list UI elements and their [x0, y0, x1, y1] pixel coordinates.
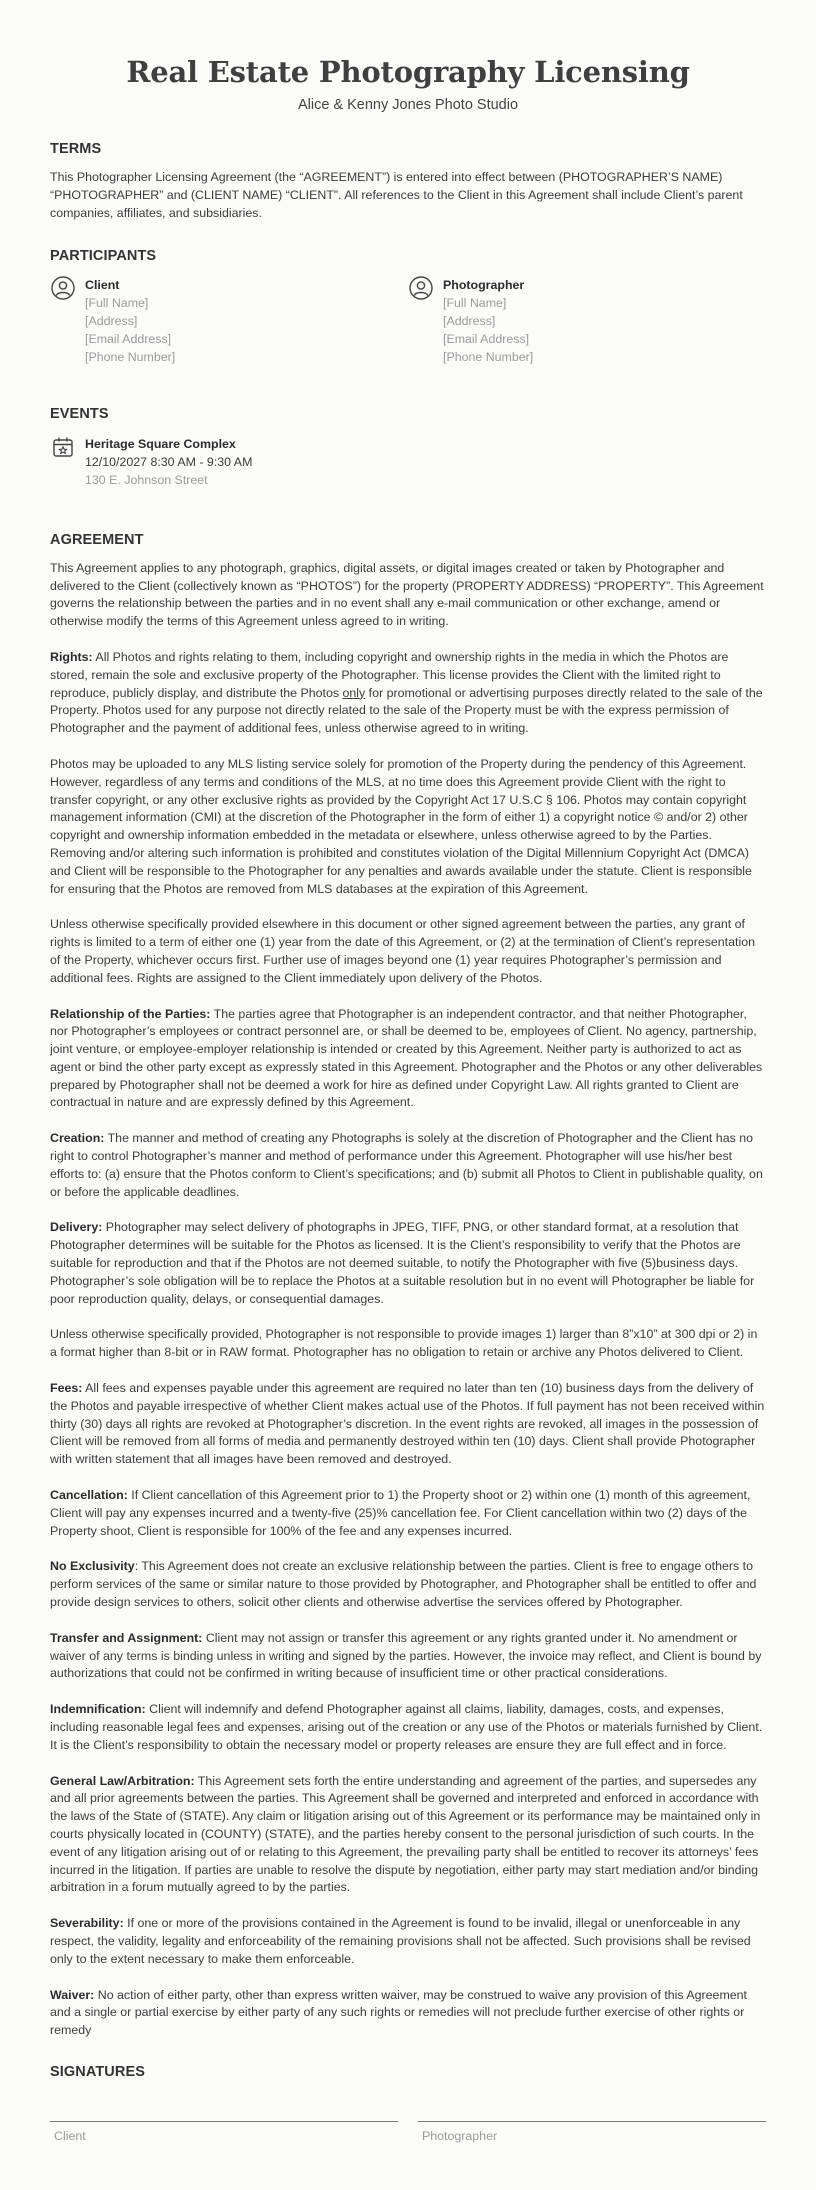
exclusivity-paragraph — [50, 1558, 766, 1611]
client-signature-line[interactable] — [50, 2121, 398, 2146]
photographer-role: Photographer — [443, 278, 525, 293]
creation-label: Creation: — [50, 1131, 105, 1146]
exclusivity-label: No Exclusivity — [50, 1559, 135, 1574]
event-datetime: 12/10/2027 8:30 AM - 9:30 AM — [85, 455, 253, 470]
transfer-paragraph — [50, 1630, 766, 1683]
client-phone: [Phone Number] — [85, 349, 176, 364]
mls-paragraph: Photos may be uploaded to any MLS listing service solely for promotion of the Property during the pendency of this Agreement. However, regardless of any terms and conditions of the MLS, at no time does this Agreement provide Client with the right to transfer copyright, or any other exclusive rights as provided by the Copyright Act 17 U.S.C § 106. Photos may contain copyright management information (CMI) at the discretion of the Photographer in the form of either 1) a copyright notice © and/or 2) other copyright and ownership information embedded in the metadata or elsewhere, unless otherwise agreed to by the Parties. Removing and/or altering such information is prohibited and constitutes violation of the Digital Millennium Copyright Act (DMCA) and Client will be responsible to the Photographer for any penalties and awards available under the statute. Client is responsible for ensuring that the Photos are removed from MLS databases at the expiration of this Agreement. — [50, 756, 752, 896]
fees-label: Fees: — [50, 1381, 83, 1396]
relationship-paragraph — [50, 1006, 766, 1113]
waiver-paragraph — [50, 1987, 766, 2040]
relationship-text: The parties agree that Photographer is an independent contractor, and that neither Photographer, nor Photographer’s employees or contract personnel are, or shall be deemed to be, employees of Client. No agency, partnership, joint venture, or employee-employer relationship is intended or created by this Agreement. Neither party is authorized to act as agent or bind the other party except as expressly stated in this Agreement. Photographer and the Photos or any other deliverables prepared by Photographer shall not be deemed a work for hire as defined under Copyright Law. All rights granted to Client are contractual in nature and are expressly defined by this Agreement. — [50, 1006, 763, 1110]
term-paragraph: Unless otherwise specifically provided elsewhere in this document or other signed agreement between the parties, any grant of rights is limited to a term of either one (1) year from the date of this Agreement, or (2) at the termination of Client’s representation of the Property, whichever occurs first. Further use of images beyond one (1) year requires Photographer’s permission and additional fees. Rights are assigned to the Client immediately upon delivery of the Photos. — [50, 917, 755, 985]
fees-paragraph — [50, 1380, 766, 1469]
signatures-heading: SIGNATURES — [50, 2063, 145, 2080]
terms-text: This Photographer Licensing Agreement (the “AGREEMENT”) is entered into effect between (PHOTOGRAPHER’S NAME) “PHOTOGRAPHER” and (CLIENT NAME) “CLIENT”. All references to the Client in this Agreement shall include Client’s parent companies, affiliates, and subsidiaries. — [50, 170, 743, 220]
exclusivity-text: : This Agreement does not create an exclusive relationship between the parties. Client is free to engage others to perform services of the same or similar nature to those provided by Photographer, and Photographer shall be entitled to offer and provide design services to others, solicit other clients and otherwise advertise the services offered by Photographer. — [50, 1559, 757, 1610]
waiver-label: Waiver: — [50, 1987, 95, 2002]
cancellation-label: Cancellation: — [50, 1488, 128, 1503]
delivery-text: Photographer may select delivery of photographs in JPEG, TIFF, PNG, or other standard format, at a resolution that Photographer determines will be suitable for the Photos as licensed. It is the Client’s responsibility to verify that the Photos are suitable for reproduction and that if the Photos are not deemed suitable, to notify the Photographer with five (5)business days. Photographer’s sole obligation will be to replace the Photos at a suitable resolution but in no event will Photographer be liable for poor reproduction quality, delays, or consequential damages. — [50, 1220, 755, 1306]
indemnification-text: Client will indemnify and defend Photographer against all claims, liability, damages, costs, and expenses, including reasonable legal fees and expenses, arising out of the creation or any use of the Photos or materials furnished by Client. It is the Client’s responsibility to obtain the necessary model or property releases are ensure they are full effect and in force. — [50, 1702, 763, 1752]
user-circle-icon — [50, 275, 76, 301]
indemnification-label: Indemnification: — [50, 1702, 146, 1717]
terms-heading: TERMS — [50, 141, 102, 157]
signatures-section — [50, 2062, 766, 2082]
formats-paragraph: Unless otherwise specifically provided, Photographer is not responsible to provide images 1) larger than 8”x10” at 300 dpi or 2) in a format higher than 8-bit or in RAW format. Photographer has no obligation to retain or archive any Photos delivered to Client. — [50, 1327, 758, 1360]
law-text: This Agreement sets forth the entire understanding and agreement of the parties, and supersedes any and all prior agreements between the parties. This Agreement shall be governed and interpreted and enforced in accordance with the laws of the State of (STATE). Any claim or litigation arising out of this Agreement or its performance may be maintained only in courts physically located in (COUNTY) (STATE), and the parties hereby consent to the personal jurisdiction of such courts. In the event of any litigation arising out of or relating to this Agreement, the prevailing party shall be entitled to recover its attorneys’ fees incurred in the litigation. If parties are unable to resolve the dispute by negotiation, either party may start mediation and/or binding arbitration in a forum mutually agreed to by the parties. — [50, 1773, 761, 1895]
severability-label: Severability: — [50, 1916, 124, 1931]
photographer-address: [Address] — [443, 313, 496, 328]
delivery-paragraph — [50, 1219, 766, 1308]
event-address: 130 E. Johnson Street — [85, 472, 208, 487]
delivery-label: Delivery: — [50, 1220, 103, 1235]
relationship-label: Relationship of the Parties: — [50, 1006, 211, 1021]
event-item — [50, 436, 766, 489]
cancellation-text: If Client cancellation of this Agreement prior to 1) the Property shoot or 2) within one (1) month of this agreement, Client will pay any expenses incurred and a twenty-five (25)% cancellation fee. For Client cancellation within two (2) days of the Property shoot, Client is responsible for 100% of the fee and any expenses incurred. — [50, 1488, 751, 1538]
photographer-signature-label: Photographer — [422, 2129, 498, 2143]
rights-text-a: All Photos and rights relating to them, including copyright and ownership rights in the media in which the Photos are stored, remain the sole and exclusive property of the Photographer. This license provides the Client with the limited right to reproduce, publicly display, and distribute the Photos — [50, 649, 729, 700]
agreement-heading: AGREEMENT — [50, 531, 144, 548]
events-heading: EVENTS — [50, 406, 109, 423]
photographer-full-name: [Full Name] — [443, 296, 507, 311]
photographer-signature-line[interactable] — [418, 2121, 766, 2146]
law-paragraph — [50, 1773, 766, 1898]
waiver-text: No action of either party, other than express written waiver, may be construed to waive any provision of this Agreement and a single or partial exercise by either party of any such rights or remedies will not preclude further exercise of other rights or remedy — [50, 1987, 747, 2038]
document-title: Real Estate Photography Licensing — [126, 55, 690, 89]
event-name: Heritage Square Complex — [85, 437, 236, 452]
calendar-star-icon — [50, 434, 76, 460]
rights-text-b: for promotional or advertising purposes directly related to the sale of the Property. Photos used for any purpose not directly related to the sale of the Property must be with the express permission of Photographer and the payment of additional fees, unless otherwise agreed to in writing. — [50, 685, 763, 736]
studio-name: Alice & Kenny Jones Photo Studio — [297, 97, 519, 113]
agreement-section — [50, 530, 766, 2040]
cancellation-paragraph — [50, 1487, 766, 1540]
creation-text: The manner and method of creating any Photographs is solely at the discretion of Photographer and the Client has no right to control Photographer’s manner and method of performance under this Agreement. Photographer will use his/her best efforts to: (a) ensure that the Photos conform to Client’s specifications; and (b) submit all Photos to Client in publishable quality, on or before the applicable deadlines. — [50, 1131, 763, 1199]
rights-label: Rights: — [50, 649, 93, 664]
rights-only: only — [342, 685, 366, 700]
severability-text: If one or more of the provisions contained in the Agreement is found to be invalid, illegal or unenforceable in any respect, the validity, legality and enforceability of the remaining provisions shall not be affected. Such provisions shall be revised only to the extent necessary to make them enforceable. — [50, 1916, 751, 1966]
events-section — [50, 404, 766, 489]
fees-text: All fees and expenses payable under this agreement are required no later than ten (10) business days from the delivery of the Photos and payable irrespective of whether Client makes actual use of the Photos. If full payment has not been received within thirty (30) days all rights are revoked at Photographer’s discretion. In the event rights are revoked, all images in the possession of Client will be removed from all forms of media and permanently destroyed within ten (10) days. Client shall provide Photographer with written statement that all images have been removed and destroyed. — [50, 1381, 765, 1467]
client-signature-label: Client — [54, 2129, 86, 2143]
agreement-intro: This Agreement applies to any photograph, graphics, digital assets, or digital images created or taken by Photographer and delivered to the Client (collectively known as “PHOTOS”) for the property (PROPERTY ADDRESS) “PROPERTY”. This Agreement governs the relationship between the parties and in no event shall any e-mail communication or other exchange, amend or otherwise modify the terms of this Agreement unless agreed to in writing. — [50, 560, 764, 629]
transfer-text: Client may not assign or transfer this agreement or any rights granted under it. No amendment or waiver of any terms is binding unless in writing and signed by the parties. However, the invoice may reflect, and Client is bound by authorizations that could not be confirmed in writing because of insufficient time or other practical considerations. — [50, 1630, 762, 1681]
user-circle-icon — [408, 275, 434, 301]
photographer-card — [408, 277, 766, 366]
signature-lines — [50, 2121, 766, 2146]
client-email: [Email Address] — [85, 331, 172, 346]
client-address: [Address] — [85, 313, 138, 328]
severability-paragraph — [50, 1915, 766, 1968]
creation-paragraph — [50, 1130, 766, 1201]
transfer-label: Transfer and Assignment: — [50, 1630, 203, 1645]
client-card — [50, 277, 408, 366]
client-role: Client — [85, 278, 120, 293]
participants-heading: PARTICIPANTS — [50, 248, 157, 265]
photographer-email: [Email Address] — [443, 331, 530, 346]
terms-section — [50, 139, 766, 222]
photographer-phone: [Phone Number] — [443, 349, 534, 364]
rights-paragraph — [50, 649, 766, 738]
client-full-name: [Full Name] — [85, 296, 149, 311]
participants-section — [50, 246, 766, 366]
indemnification-paragraph — [50, 1701, 766, 1754]
law-label: General Law/Arbitration: — [50, 1773, 195, 1788]
